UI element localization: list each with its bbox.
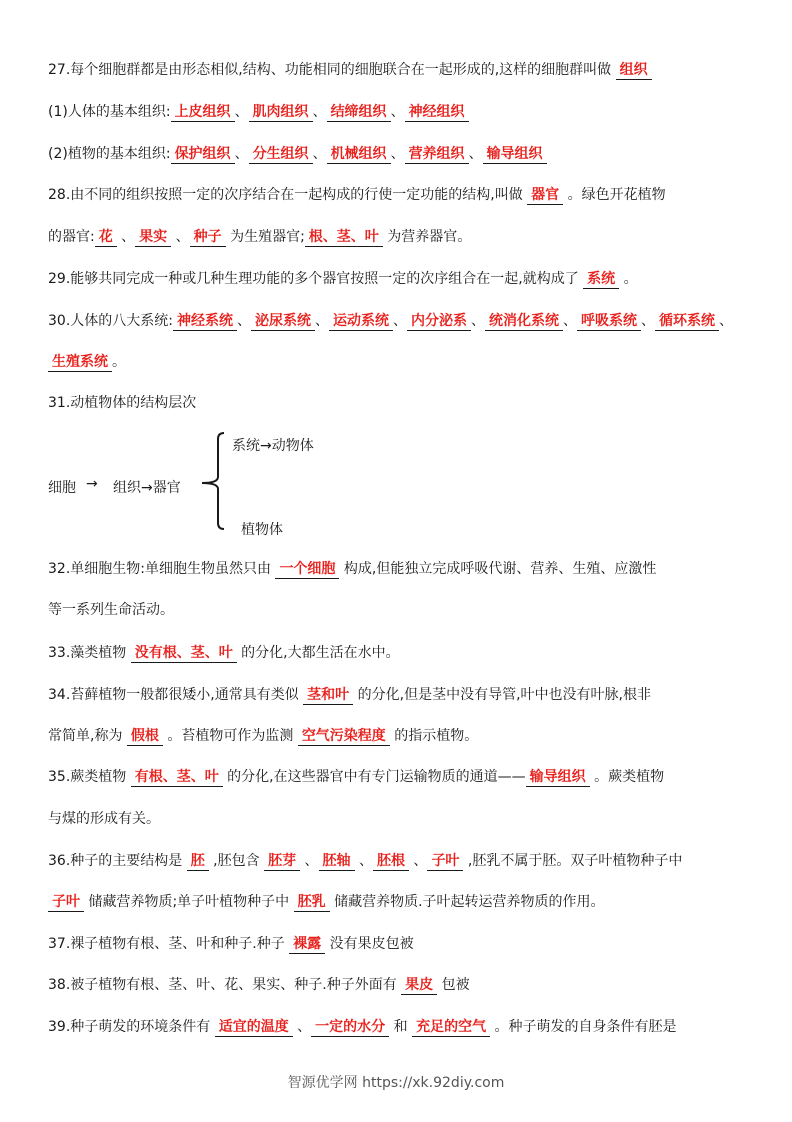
answer-blank: 泌尿系统 — [251, 313, 315, 331]
line-text: 。 — [619, 271, 638, 287]
line-text: ,胚包含 — [208, 853, 265, 869]
text-line-l27b — [48, 145, 547, 164]
line-text: 、 — [640, 313, 655, 329]
answer-blank: 统消化系统 — [485, 313, 563, 331]
answer-blank: 分生组织 — [249, 146, 313, 164]
page-footer: 智源优学网 https://xk.92diy.com — [287, 1075, 505, 1091]
diagram-plant-label: 植物体 — [241, 522, 283, 538]
line-text: 、 — [171, 229, 190, 245]
line-text: 27.每个细胞群都是由形态相似,结构、功能相同的细胞联合在一起形成的,这样的细胞群叫做 — [48, 62, 616, 78]
line-text: 。种子萌发的自身条件有胚是 — [490, 1019, 677, 1035]
answer-blank: 子叶 — [427, 853, 463, 871]
answer-blank: 胚根 — [373, 853, 409, 871]
line-text: 36.种子的主要结构是 — [48, 853, 187, 869]
line-text: 28.由不同的组织按照一定的次序结合在一起构成的行使一定功能的结构,叫做 — [48, 187, 528, 203]
line-text: 、 — [470, 313, 485, 329]
line-text: 38.被子植物有根、茎、叶、花、果实、种子.种子外面有 — [48, 977, 402, 993]
text-line-l27a — [48, 103, 469, 122]
answer-blank: 空气污染程度 — [298, 728, 390, 746]
line-text: 29.能够共同完成一种或几种生理功能的多个器官按照一定的次序组合在一起,就构成了 — [48, 271, 584, 287]
text-line-l34 — [48, 686, 651, 705]
answer-blank: 保护组织 — [171, 146, 235, 164]
answer-blank: 上皮组织 — [171, 104, 235, 122]
answer-blank: 一个细胞 — [275, 561, 339, 579]
line-text: 等一系列生命活动。 — [48, 602, 174, 618]
line-text: 34.苔藓植物一般都很矮小,通常具有类似 — [48, 687, 304, 703]
answer-blank: 花 — [95, 229, 117, 247]
line-text: 。 — [112, 354, 126, 370]
text-line-l36b — [48, 893, 605, 912]
answer-blank: 没有根、茎、叶 — [131, 645, 237, 663]
line-text: 、 — [468, 146, 483, 162]
text-line-l32b — [48, 601, 174, 619]
line-text: 、 — [292, 1019, 312, 1035]
answer-blank: 组织 — [616, 62, 652, 80]
structure-hierarchy-diagram — [48, 425, 388, 540]
line-text: 常简单,称为 — [48, 728, 127, 744]
answer-blank: 机械组织 — [327, 146, 391, 164]
text-line-l38 — [48, 976, 470, 995]
text-line-l33 — [48, 644, 400, 663]
line-text: 。苔植物可作为监测 — [162, 728, 298, 744]
line-text: 、 — [236, 313, 251, 329]
text-line-l29 — [48, 270, 638, 289]
line-text: 与煤的形成有关。 — [48, 811, 160, 827]
line-text: 储藏营养物质;单子叶植物种子中 — [84, 894, 294, 910]
line-text: 、 — [390, 104, 405, 120]
diagram-system-animal-label: 系统→动物体 — [232, 438, 314, 454]
line-text: 、 — [718, 313, 733, 329]
answer-blank: 果实 — [135, 229, 171, 247]
line-text: 的指示植物。 — [389, 728, 479, 744]
line-text: 的器官: — [48, 229, 95, 245]
line-text: ,胚乳不属于胚。双子叶植物种子中 — [463, 853, 683, 869]
answer-blank: 输导组织 — [483, 146, 547, 164]
line-text: 为生殖器官; — [225, 229, 305, 245]
text-line-l30 — [48, 312, 733, 331]
line-text: 、 — [314, 313, 329, 329]
line-text: 、 — [234, 104, 249, 120]
answer-blank: 神经组织 — [405, 104, 469, 122]
answer-blank: 胚轴 — [319, 853, 355, 871]
answer-blank: 有根、茎、叶 — [131, 769, 223, 787]
answer-blank: 一定的水分 — [311, 1019, 389, 1037]
answer-blank: 运动系统 — [329, 313, 393, 331]
text-line-l39 — [48, 1018, 677, 1037]
line-text: 的分化,大都生活在水中。 — [236, 645, 400, 661]
answer-blank: 胚芽 — [264, 853, 300, 871]
line-text: 、 — [300, 853, 319, 869]
line-text: 32.单细胞生物:单细胞生物虽然只由 — [48, 561, 276, 577]
line-text: 30.人体的八大系统: — [48, 313, 173, 329]
line-text: 、 — [312, 146, 327, 162]
text-line-l27 — [48, 61, 652, 80]
line-text: 没有果皮包被 — [325, 936, 414, 952]
line-text: (2)植物的基本组织: — [48, 146, 171, 162]
answer-blank: 果皮 — [401, 977, 437, 995]
answer-blank: 肌肉组织 — [249, 104, 313, 122]
line-text: (1)人体的基本组织: — [48, 104, 171, 120]
answer-blank: 根、茎、叶 — [305, 229, 383, 247]
line-text: 31.动植物体的结构层次 — [48, 395, 197, 411]
line-text: 为营养器官。 — [382, 229, 472, 245]
line-text: 。蕨类植物 — [589, 769, 665, 785]
line-text: 、 — [354, 853, 373, 869]
text-line-l28 — [48, 186, 666, 205]
line-text: 构成,但能独立完成呼吸代谢、营养、生殖、应激性 — [339, 561, 657, 577]
answer-blank: 子叶 — [48, 894, 84, 912]
answer-blank: 内分泌系 — [407, 313, 471, 331]
line-text: 和 — [389, 1019, 413, 1035]
answer-blank: 系统 — [583, 271, 619, 289]
line-text: 、 — [312, 104, 327, 120]
answer-blank: 循环系统 — [655, 313, 719, 331]
answer-blank: 适宜的温度 — [215, 1019, 293, 1037]
text-line-l30b — [48, 353, 126, 372]
answer-blank: 裸露 — [289, 936, 325, 954]
text-line-l35b — [48, 810, 160, 828]
answer-blank: 胚 — [187, 853, 209, 871]
line-text: 、 — [116, 229, 136, 245]
line-text: 、 — [390, 146, 405, 162]
text-line-l31 — [48, 394, 196, 412]
answer-blank: 营养组织 — [405, 146, 469, 164]
line-text: 储藏营养物质.子叶起转运营养物质的作用。 — [329, 894, 605, 910]
text-line-l37 — [48, 935, 414, 954]
answer-blank: 器官 — [527, 187, 563, 205]
text-line-l35 — [48, 768, 664, 787]
line-text: 。绿色开花植物 — [563, 187, 666, 203]
answer-blank: 假根 — [127, 728, 163, 746]
line-text: 包被 — [437, 977, 470, 993]
answer-blank: 胚乳 — [294, 894, 330, 912]
answer-blank: 生殖系统 — [48, 354, 112, 372]
text-line-l32 — [48, 560, 656, 579]
diagram-tissue-organ-label: 组织→器官 — [113, 480, 181, 496]
line-text: 35.蕨类植物 — [48, 769, 131, 785]
answer-blank: 神经系统 — [173, 313, 237, 331]
diagram-branch-bracket — [198, 431, 228, 531]
line-text: 、 — [234, 146, 249, 162]
text-line-l34b — [48, 727, 478, 746]
text-line-l36 — [48, 852, 682, 871]
answer-blank: 结缔组织 — [327, 104, 391, 122]
answer-blank: 呼吸系统 — [577, 313, 641, 331]
answer-blank: 充足的空气 — [412, 1019, 490, 1037]
answer-blank: 茎和叶 — [303, 687, 353, 705]
diagram-arrow: → — [86, 476, 98, 492]
line-text: 33.藻类植物 — [48, 645, 131, 661]
answer-blank: 输导组织 — [526, 769, 590, 787]
line-text: 的分化,在这些器官中有专门运输物质的通道—— — [222, 769, 526, 785]
line-text: 39.种子萌发的环境条件有 — [48, 1019, 215, 1035]
line-text: 的分化,但是茎中没有导管,叶中也没有叶脉,根非 — [353, 687, 651, 703]
line-text: 、 — [408, 853, 428, 869]
answer-blank: 种子 — [190, 229, 226, 247]
line-text: 、 — [562, 313, 577, 329]
line-text: 37.裸子植物有根、茎、叶和种子.种子 — [48, 936, 290, 952]
diagram-cell-label: 细胞 — [48, 480, 76, 496]
text-line-l28b — [48, 228, 471, 247]
line-text: 、 — [392, 313, 407, 329]
